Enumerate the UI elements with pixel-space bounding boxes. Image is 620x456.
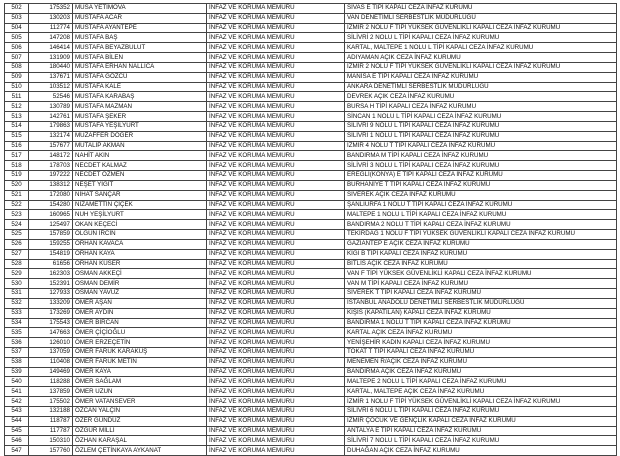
row-number-cell: 547 bbox=[5, 446, 29, 456]
position-title-cell: İNFAZ VE KORUMA MEMURU bbox=[207, 426, 345, 436]
table-row bbox=[5, 141, 617, 151]
table-row bbox=[5, 298, 617, 308]
table-row bbox=[5, 367, 617, 377]
position-title-cell: İNFAZ VE KORUMA MEMURU bbox=[207, 62, 345, 72]
row-number-cell: 535 bbox=[5, 328, 29, 338]
person-name-cell: OSMAN YAVUZ bbox=[73, 289, 207, 299]
institution-name-cell: İSTANBUL ANADOLU DENETİMLİ SERBESTLİK MÜDÜRLÜĞÜ bbox=[345, 298, 617, 308]
person-name-cell: ÖMER FARUK KARAKUŞ bbox=[73, 347, 207, 357]
institution-name-cell: DUHAĞAN AÇIK CEZA İNFAZ KURUMU bbox=[345, 446, 617, 456]
position-title-cell: İNFAZ VE KORUMA MEMURU bbox=[207, 180, 345, 190]
position-title-cell: İNFAZ VE KORUMA MEMURU bbox=[207, 82, 345, 92]
person-name-cell: MUSTAFA BİLEN bbox=[73, 53, 207, 63]
position-title-cell: İNFAZ VE KORUMA MEMURU bbox=[207, 171, 345, 181]
table-row bbox=[5, 239, 617, 249]
table-row bbox=[5, 210, 617, 220]
row-number-cell: 537 bbox=[5, 347, 29, 357]
table-row bbox=[5, 289, 617, 299]
sicil-number-cell: 61656 bbox=[29, 259, 73, 269]
table-row bbox=[5, 53, 617, 63]
sicil-number-cell: 173269 bbox=[29, 308, 73, 318]
table-row bbox=[5, 220, 617, 230]
sicil-number-cell: 152391 bbox=[29, 279, 73, 289]
position-title-cell: İNFAZ VE KORUMA MEMURU bbox=[207, 357, 345, 367]
sicil-number-cell: 159255 bbox=[29, 239, 73, 249]
position-title-cell: İNFAZ VE KORUMA MEMURU bbox=[207, 377, 345, 387]
position-title-cell: İNFAZ VE KORUMA MEMURU bbox=[207, 308, 345, 318]
position-title-cell: İNFAZ VE KORUMA MEMURU bbox=[207, 33, 345, 43]
table-row bbox=[5, 279, 617, 289]
sicil-number-cell: 131909 bbox=[29, 53, 73, 63]
position-title-cell: İNFAZ VE KORUMA MEMURU bbox=[207, 249, 345, 259]
person-name-cell: ORHAN KÜSER bbox=[73, 259, 207, 269]
table-row bbox=[5, 416, 617, 426]
position-title-cell: İNFAZ VE KORUMA MEMURU bbox=[207, 436, 345, 446]
person-name-cell: ÖMER ERZEÇETİN bbox=[73, 338, 207, 348]
position-title-cell: İNFAZ VE KORUMA MEMURU bbox=[207, 112, 345, 122]
institution-name-cell: EREĞLİ(KONYA) E TİPİ KAPALI CEZA İNFAZ KURUMU bbox=[345, 171, 617, 181]
position-title-cell: İNFAZ VE KORUMA MEMURU bbox=[207, 446, 345, 456]
institution-name-cell: SİLİVRİ 7 NOLU L TİPİ KAPALI CEZA İNFAZ KURUMU bbox=[345, 436, 617, 446]
position-title-cell: İNFAZ VE KORUMA MEMURU bbox=[207, 53, 345, 63]
sicil-number-cell: 175352 bbox=[29, 4, 73, 14]
row-number-cell: 545 bbox=[5, 426, 29, 436]
row-number-cell: 515 bbox=[5, 131, 29, 141]
sicil-number-cell: 157859 bbox=[29, 230, 73, 240]
person-name-cell: ÖZGÜR MİLLİ bbox=[73, 426, 207, 436]
person-name-cell: MUSTAFA ŞEKER bbox=[73, 112, 207, 122]
row-number-cell: 511 bbox=[5, 92, 29, 102]
sicil-number-cell: 154819 bbox=[29, 249, 73, 259]
position-title-cell: İNFAZ VE KORUMA MEMURU bbox=[207, 406, 345, 416]
sicil-number-cell: 148172 bbox=[29, 151, 73, 161]
sicil-number-cell: 147663 bbox=[29, 328, 73, 338]
row-number-cell: 506 bbox=[5, 43, 29, 53]
person-name-cell: ORHAN KAVACA bbox=[73, 239, 207, 249]
row-number-cell: 538 bbox=[5, 357, 29, 367]
row-number-cell: 546 bbox=[5, 436, 29, 446]
institution-name-cell: BANDIRMA 2 NOLU T TİPİ KAPALI CEZA İNFAZ KURUMU bbox=[345, 220, 617, 230]
table-row bbox=[5, 92, 617, 102]
institution-name-cell: SİNCAN 1 NOLU L TİPİ KAPALI CEZA İNFAZ KURUMU bbox=[345, 112, 617, 122]
row-number-cell: 523 bbox=[5, 210, 29, 220]
sicil-number-cell: 127933 bbox=[29, 289, 73, 299]
position-title-cell: İNFAZ VE KORUMA MEMURU bbox=[207, 289, 345, 299]
institution-name-cell: ANTALYA E TİPİ KAPALI CEZA İNFAZ KURUMU bbox=[345, 426, 617, 436]
position-title-cell: İNFAZ VE KORUMA MEMURU bbox=[207, 387, 345, 397]
person-name-cell: ÖMER KAYA bbox=[73, 367, 207, 377]
row-number-cell: 524 bbox=[5, 220, 29, 230]
institution-name-cell: TOKAT T TİPİ KAPALI CEZA İNFAZ KURUMU bbox=[345, 347, 617, 357]
personnel-table bbox=[4, 3, 617, 456]
table-body bbox=[5, 4, 617, 456]
row-number-cell: 516 bbox=[5, 141, 29, 151]
position-title-cell: İNFAZ VE KORUMA MEMURU bbox=[207, 141, 345, 151]
position-title-cell: İNFAZ VE KORUMA MEMURU bbox=[207, 13, 345, 23]
position-title-cell: İNFAZ VE KORUMA MEMURU bbox=[207, 161, 345, 171]
institution-name-cell: SİLİVRİ 9 NOLU L TİPİ KAPALI CEZA İNFAZ KURUMU bbox=[345, 121, 617, 131]
table-row bbox=[5, 269, 617, 279]
sicil-number-cell: 146414 bbox=[29, 43, 73, 53]
institution-name-cell: KARTAL, MALTEPE AÇIK CEZA İNFAZ KURUMU bbox=[345, 387, 617, 397]
row-number-cell: 541 bbox=[5, 387, 29, 397]
document-sheet bbox=[4, 3, 616, 456]
person-name-cell: ÖZLEM ÇETİNKAYA AYKANAT bbox=[73, 446, 207, 456]
person-name-cell: MUSA YETİMOVA bbox=[73, 4, 207, 14]
table-row bbox=[5, 357, 617, 367]
position-title-cell: İNFAZ VE KORUMA MEMURU bbox=[207, 416, 345, 426]
person-name-cell: MUZAFFER DÖĞER bbox=[73, 131, 207, 141]
position-title-cell: İNFAZ VE KORUMA MEMURU bbox=[207, 347, 345, 357]
person-name-cell: ÖMER BİRCAN bbox=[73, 318, 207, 328]
sicil-number-cell: 126010 bbox=[29, 338, 73, 348]
person-name-cell: MUTALİP AKMAN bbox=[73, 141, 207, 151]
row-number-cell: 503 bbox=[5, 13, 29, 23]
table-row bbox=[5, 308, 617, 318]
institution-name-cell: SİLİVRİ 3 NOLU L TİPİ KAPALI CEZA İNFAZ KURUMU bbox=[345, 161, 617, 171]
position-title-cell: İNFAZ VE KORUMA MEMURU bbox=[207, 220, 345, 230]
sicil-number-cell: 197222 bbox=[29, 171, 73, 181]
institution-name-cell: SİVAS E TİPİ KAPALI CEZA İNFAZ KURUMU bbox=[345, 4, 617, 14]
sicil-number-cell: 175543 bbox=[29, 318, 73, 328]
sicil-number-cell: 130203 bbox=[29, 13, 73, 23]
row-number-cell: 513 bbox=[5, 112, 29, 122]
table-row bbox=[5, 112, 617, 122]
person-name-cell: MUSTAFA GÖZCÜ bbox=[73, 72, 207, 82]
table-row bbox=[5, 328, 617, 338]
person-name-cell: ÖZER GÜNDÜZ bbox=[73, 416, 207, 426]
table-row bbox=[5, 397, 617, 407]
institution-name-cell: SİVEREK AÇIK CEZA İNFAZ KURUMU bbox=[345, 190, 617, 200]
institution-name-cell: ANKARA DENETİMLİ SERBESTLİK MÜDÜRLÜĞÜ bbox=[345, 82, 617, 92]
table-row bbox=[5, 33, 617, 43]
position-title-cell: İNFAZ VE KORUMA MEMURU bbox=[207, 210, 345, 220]
row-number-cell: 532 bbox=[5, 298, 29, 308]
table-row bbox=[5, 230, 617, 240]
institution-name-cell: SİVEREK T TİPİ KAPALI CEZA İNFAZ KURUMU bbox=[345, 289, 617, 299]
person-name-cell: NAHİT AKIN bbox=[73, 151, 207, 161]
row-number-cell: 527 bbox=[5, 249, 29, 259]
person-name-cell: ÖMER AŞAN bbox=[73, 298, 207, 308]
institution-name-cell: TEKİRDAĞ 1 NOLU F TİPİ YÜKSEK GÜVENLİKLİ KAPALI CEZA İNFAZ KURUMU bbox=[345, 230, 617, 240]
institution-name-cell: SİLİVRİ 2 NOLU L TİPİ KAPALI CEZA İNFAZ KURUMU bbox=[345, 33, 617, 43]
row-number-cell: 529 bbox=[5, 269, 29, 279]
table-row bbox=[5, 338, 617, 348]
sicil-number-cell: 147208 bbox=[29, 33, 73, 43]
position-title-cell: İNFAZ VE KORUMA MEMURU bbox=[207, 230, 345, 240]
row-number-cell: 520 bbox=[5, 180, 29, 190]
institution-name-cell: BİTLİS AÇIK CEZA İNFAZ KURUMU bbox=[345, 259, 617, 269]
table-row bbox=[5, 377, 617, 387]
table-row bbox=[5, 161, 617, 171]
sicil-number-cell: 133209 bbox=[29, 298, 73, 308]
institution-name-cell: KIŞİS (KAPATILAN) KAPALI CEZA İNFAZ KURUMU bbox=[345, 308, 617, 318]
sicil-number-cell: 175502 bbox=[29, 397, 73, 407]
row-number-cell: 530 bbox=[5, 279, 29, 289]
position-title-cell: İNFAZ VE KORUMA MEMURU bbox=[207, 259, 345, 269]
person-name-cell: MUSTAFA YEŞİLYURT bbox=[73, 121, 207, 131]
sicil-number-cell: 172080 bbox=[29, 190, 73, 200]
person-name-cell: MUSTAFA BEYAZBULUT bbox=[73, 43, 207, 53]
row-number-cell: 509 bbox=[5, 72, 29, 82]
table-row bbox=[5, 102, 617, 112]
table-row bbox=[5, 426, 617, 436]
person-name-cell: NEŞET YİĞİT bbox=[73, 180, 207, 190]
position-title-cell: İNFAZ VE KORUMA MEMURU bbox=[207, 92, 345, 102]
table-row bbox=[5, 180, 617, 190]
sicil-number-cell: 154280 bbox=[29, 200, 73, 210]
person-name-cell: MUSTAFA KALE bbox=[73, 82, 207, 92]
institution-name-cell: DEVREK AÇIK CEZA İNFAZ KURUMU bbox=[345, 92, 617, 102]
institution-name-cell: ŞANLIURFA 1 NOLU T TİPİ KAPALI CEZA İNFAZ KURUMU bbox=[345, 200, 617, 210]
person-name-cell: NİHAT SANÇAR bbox=[73, 190, 207, 200]
sicil-number-cell: 160965 bbox=[29, 210, 73, 220]
position-title-cell: İNFAZ VE KORUMA MEMURU bbox=[207, 367, 345, 377]
table-row bbox=[5, 131, 617, 141]
person-name-cell: ÖMER ÇİÇİOĞLU bbox=[73, 328, 207, 338]
table-row bbox=[5, 259, 617, 269]
row-number-cell: 525 bbox=[5, 230, 29, 240]
row-number-cell: 544 bbox=[5, 416, 29, 426]
person-name-cell: MUSTAFA MAZMAN bbox=[73, 102, 207, 112]
person-name-cell: ÖMER AYDIN bbox=[73, 308, 207, 318]
row-number-cell: 512 bbox=[5, 102, 29, 112]
row-number-cell: 507 bbox=[5, 53, 29, 63]
sicil-number-cell: 150310 bbox=[29, 436, 73, 446]
position-title-cell: İNFAZ VE KORUMA MEMURU bbox=[207, 397, 345, 407]
row-number-cell: 542 bbox=[5, 397, 29, 407]
institution-name-cell: KARTAL, MALTEPE 1 NOLU L TİPİ KAPALI CEZA İNFAZ KURUMU bbox=[345, 43, 617, 53]
institution-name-cell: BANDIRMA M TİPİ KAPALI CEZA İNFAZ KURUMU bbox=[345, 151, 617, 161]
position-title-cell: İNFAZ VE KORUMA MEMURU bbox=[207, 318, 345, 328]
person-name-cell: OSMAN AKKEÇİ bbox=[73, 269, 207, 279]
sicil-number-cell: 132174 bbox=[29, 131, 73, 141]
table-row bbox=[5, 171, 617, 181]
row-number-cell: 528 bbox=[5, 259, 29, 269]
institution-name-cell: MALTEPE 2 NOLU L TİPİ KAPALI CEZA İNFAZ KURUMU bbox=[345, 377, 617, 387]
position-title-cell: İNFAZ VE KORUMA MEMURU bbox=[207, 279, 345, 289]
institution-name-cell: YENİŞEHİR KADIN KAPALI CEZA İNFAZ KURUMU bbox=[345, 338, 617, 348]
sicil-number-cell: 142761 bbox=[29, 112, 73, 122]
institution-name-cell: BURSA H TİPİ KAPALI CEZA İNFAZ KURUMU bbox=[345, 102, 617, 112]
sicil-number-cell: 137859 bbox=[29, 387, 73, 397]
person-name-cell: ÖMER SAĞLAM bbox=[73, 377, 207, 387]
person-name-cell: OKAN KEÇECİ bbox=[73, 220, 207, 230]
row-number-cell: 539 bbox=[5, 367, 29, 377]
sicil-number-cell: 112774 bbox=[29, 23, 73, 33]
row-number-cell: 517 bbox=[5, 151, 29, 161]
institution-name-cell: MENEMEN R/AÇIK CEZA İNFAZ KURUMU bbox=[345, 357, 617, 367]
sicil-number-cell: 118787 bbox=[29, 416, 73, 426]
position-title-cell: İNFAZ VE KORUMA MEMURU bbox=[207, 43, 345, 53]
table-row bbox=[5, 347, 617, 357]
table-row bbox=[5, 190, 617, 200]
sicil-number-cell: 130789 bbox=[29, 102, 73, 112]
institution-name-cell: ADIYAMAN AÇIK CEZA İNFAZ KURUMU bbox=[345, 53, 617, 63]
institution-name-cell: MANİSA E TİPİ KAPALI CEZA İNFAZ KURUMU bbox=[345, 72, 617, 82]
table-row bbox=[5, 121, 617, 131]
institution-name-cell: İZMİR ÇOCUK VE GENÇLİK KAPALI CEZA İNFAZ KURUMU bbox=[345, 416, 617, 426]
table-row bbox=[5, 318, 617, 328]
row-number-cell: 514 bbox=[5, 121, 29, 131]
person-name-cell: MUSTAFA KARABAŞ bbox=[73, 92, 207, 102]
institution-name-cell: VAN F TİPİ YÜKSEK GÜVENLİKLİ KAPALI CEZA İNFAZ KURUMU bbox=[345, 269, 617, 279]
person-name-cell: ÖZCAN YALÇIN bbox=[73, 406, 207, 416]
position-title-cell: İNFAZ VE KORUMA MEMURU bbox=[207, 269, 345, 279]
position-title-cell: İNFAZ VE KORUMA MEMURU bbox=[207, 200, 345, 210]
position-title-cell: İNFAZ VE KORUMA MEMURU bbox=[207, 72, 345, 82]
sicil-number-cell: 125497 bbox=[29, 220, 73, 230]
row-number-cell: 508 bbox=[5, 62, 29, 72]
position-title-cell: İNFAZ VE KORUMA MEMURU bbox=[207, 102, 345, 112]
row-number-cell: 534 bbox=[5, 318, 29, 328]
row-number-cell: 502 bbox=[5, 4, 29, 14]
row-number-cell: 510 bbox=[5, 82, 29, 92]
sicil-number-cell: 137671 bbox=[29, 72, 73, 82]
institution-name-cell: VAN M TİPİ KAPALI CEZA İNFAZ KURUMU bbox=[345, 279, 617, 289]
sicil-number-cell: 137059 bbox=[29, 347, 73, 357]
institution-name-cell: BANDIRMA AÇIK CEZA İNFAZ KURUMU bbox=[345, 367, 617, 377]
person-name-cell: ÖMER UZUN bbox=[73, 387, 207, 397]
row-number-cell: 531 bbox=[5, 289, 29, 299]
position-title-cell: İNFAZ VE KORUMA MEMURU bbox=[207, 121, 345, 131]
institution-name-cell: MALTEPE 1 NOLU L TİPİ KAPALI CEZA İNFAZ KURUMU bbox=[345, 210, 617, 220]
row-number-cell: 504 bbox=[5, 23, 29, 33]
institution-name-cell: SİLİVRİ 1 NOLU L TİPİ KAPALI CEZA İNFAZ KURUMU bbox=[345, 131, 617, 141]
person-name-cell: NECDET ÖZMEN bbox=[73, 171, 207, 181]
table-row bbox=[5, 446, 617, 456]
sicil-number-cell: 103512 bbox=[29, 82, 73, 92]
row-number-cell: 543 bbox=[5, 406, 29, 416]
row-number-cell: 518 bbox=[5, 161, 29, 171]
sicil-number-cell: 178703 bbox=[29, 161, 73, 171]
sicil-number-cell: 52546 bbox=[29, 92, 73, 102]
person-name-cell: MUSTAFA AYANTEPE bbox=[73, 23, 207, 33]
table-row bbox=[5, 436, 617, 446]
position-title-cell: İNFAZ VE KORUMA MEMURU bbox=[207, 239, 345, 249]
person-name-cell: OLGUN İRCİN bbox=[73, 230, 207, 240]
position-title-cell: İNFAZ VE KORUMA MEMURU bbox=[207, 23, 345, 33]
institution-name-cell: İZMİR 1 NOLU F TİPİ YÜKSEK GÜVENLİKLİ KAPALI CEZA İNFAZ KURUMU bbox=[345, 397, 617, 407]
sicil-number-cell: 117787 bbox=[29, 426, 73, 436]
row-number-cell: 521 bbox=[5, 190, 29, 200]
table-row bbox=[5, 406, 617, 416]
sicil-number-cell: 162303 bbox=[29, 269, 73, 279]
institution-name-cell: İZMİR 4 NOLU T TİPİ KAPALI CEZA İNFAZ KURUMU bbox=[345, 141, 617, 151]
table-row bbox=[5, 151, 617, 161]
sicil-number-cell: 180440 bbox=[29, 62, 73, 72]
institution-name-cell: KİĞI B TİPİ KAPALI CEZA İNFAZ KURUMU bbox=[345, 249, 617, 259]
table-row bbox=[5, 387, 617, 397]
sicil-number-cell: 138312 bbox=[29, 180, 73, 190]
person-name-cell: NUH YEŞİLYURT bbox=[73, 210, 207, 220]
position-title-cell: İNFAZ VE KORUMA MEMURU bbox=[207, 328, 345, 338]
row-number-cell: 505 bbox=[5, 33, 29, 43]
sicil-number-cell: 110408 bbox=[29, 357, 73, 367]
table-row bbox=[5, 249, 617, 259]
table-row bbox=[5, 82, 617, 92]
sicil-number-cell: 118288 bbox=[29, 377, 73, 387]
institution-name-cell: SİLİVRİ 6 NOLU L TİPİ KAPALI CEZA İNFAZ KURUMU bbox=[345, 406, 617, 416]
row-number-cell: 519 bbox=[5, 171, 29, 181]
sicil-number-cell: 157760 bbox=[29, 446, 73, 456]
institution-name-cell: BURHANİYE T TİPİ KAPALI CEZA İNFAZ KURUMU bbox=[345, 180, 617, 190]
person-name-cell: NECDET KALMAZ bbox=[73, 161, 207, 171]
institution-name-cell: İZMİR 2 NOLU F TİPİ YÜKSEK GÜVENLİKLİ KAPALI CEZA İNFAZ KURUMU bbox=[345, 62, 617, 72]
sicil-number-cell: 179863 bbox=[29, 121, 73, 131]
institution-name-cell: KARTAL AÇIK CEZA İNFAZ KURUMU bbox=[345, 328, 617, 338]
person-name-cell: ÖMER VATANSEVER bbox=[73, 397, 207, 407]
person-name-cell: ÖZHAN KARAŞAL bbox=[73, 436, 207, 446]
row-number-cell: 526 bbox=[5, 239, 29, 249]
institution-name-cell: İZMİR 2 NOLU F TİPİ YÜKSEK GÜVENLİKLİ KAPALI CEZA İNFAZ KURUMU bbox=[345, 23, 617, 33]
row-number-cell: 533 bbox=[5, 308, 29, 318]
position-title-cell: İNFAZ VE KORUMA MEMURU bbox=[207, 338, 345, 348]
person-name-cell: MUSTAFA ACAR bbox=[73, 13, 207, 23]
table-row bbox=[5, 72, 617, 82]
person-name-cell: MUSTAFA ERHAN NALLICA bbox=[73, 62, 207, 72]
institution-name-cell: GAZİANTEP E AÇIK CEZA İNFAZ KURUMU bbox=[345, 239, 617, 249]
person-name-cell: ORHAN KAYA bbox=[73, 249, 207, 259]
position-title-cell: İNFAZ VE KORUMA MEMURU bbox=[207, 190, 345, 200]
table-row bbox=[5, 4, 617, 14]
position-title-cell: İNFAZ VE KORUMA MEMURU bbox=[207, 131, 345, 141]
position-title-cell: İNFAZ VE KORUMA MEMURU bbox=[207, 298, 345, 308]
person-name-cell: NİZAMETTİN ÇİÇEK bbox=[73, 200, 207, 210]
sicil-number-cell: 157677 bbox=[29, 141, 73, 151]
person-name-cell: MUSTAFA BAŞ bbox=[73, 33, 207, 43]
table-row bbox=[5, 200, 617, 210]
person-name-cell: ÖMER FARUK METİN bbox=[73, 357, 207, 367]
sicil-number-cell: 132188 bbox=[29, 406, 73, 416]
person-name-cell: OSMAN DEMİR bbox=[73, 279, 207, 289]
table-row bbox=[5, 43, 617, 53]
row-number-cell: 536 bbox=[5, 338, 29, 348]
row-number-cell: 540 bbox=[5, 377, 29, 387]
institution-name-cell: VAN DENETİMLİ SERBESTLİK MÜDÜRLÜĞÜ bbox=[345, 13, 617, 23]
sicil-number-cell: 149469 bbox=[29, 367, 73, 377]
row-number-cell: 522 bbox=[5, 200, 29, 210]
institution-name-cell: BANDIRMA 1 NOLU T TİPİ KAPALI CEZA İNFAZ KURUMU bbox=[345, 318, 617, 328]
table-row bbox=[5, 62, 617, 72]
table-row bbox=[5, 13, 617, 23]
position-title-cell: İNFAZ VE KORUMA MEMURU bbox=[207, 4, 345, 14]
position-title-cell: İNFAZ VE KORUMA MEMURU bbox=[207, 151, 345, 161]
table-row bbox=[5, 23, 617, 33]
